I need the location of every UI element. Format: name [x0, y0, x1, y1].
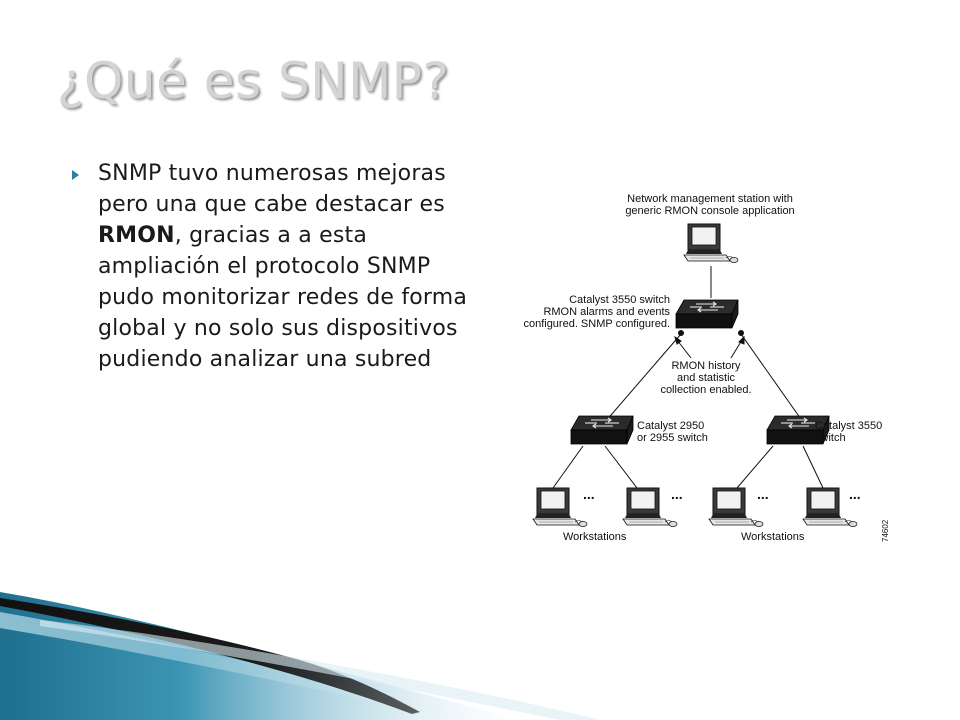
ellipsis-4: ... — [849, 486, 861, 502]
catalyst-2950-switch-icon — [571, 416, 633, 444]
bullet-text-end: , gracias a a esta ampliación el protocolo SNMP pudo monitorizar redes de forma global y no solo sus dispositivos pudiendo analizar una subred — [98, 223, 468, 372]
left-switch-label — [637, 420, 708, 444]
rmon-label-line: and statistic — [676, 372, 736, 384]
workstation-icon — [709, 488, 763, 527]
right-switch-label — [815, 420, 882, 444]
right-switch-label-line: switch — [815, 432, 846, 444]
nms-label-line: generic RMON console application — [625, 205, 795, 217]
ellipsis-2: ... — [671, 486, 683, 502]
catalyst-3550-top-switch-icon — [676, 300, 738, 328]
figure-id: 74602 — [881, 519, 890, 542]
top-switch-label-line: configured. SNMP configured. — [523, 318, 670, 330]
bullet-text-start: SNMP tuvo numerosas mejoras pero una que cabe destacar es — [98, 161, 446, 217]
workstations-left-label: Workstations — [563, 531, 627, 543]
left-switch-label-line: or 2955 switch — [637, 432, 708, 444]
slide-title: ¿Qué es SNMP? — [57, 52, 450, 110]
rmon-collection-label — [651, 360, 761, 396]
top-switch-label-line: Catalyst 3550 switch — [569, 294, 670, 306]
workstation-icon — [533, 488, 587, 527]
workstation-icon — [623, 488, 677, 527]
bullet-item — [98, 158, 472, 375]
bullet-arrow-icon — [72, 170, 79, 180]
bullet-text-bold: RMON — [98, 223, 175, 248]
rmon-label-line: RMON history — [671, 360, 741, 372]
rmon-label-line: collection enabled. — [660, 384, 752, 396]
nms-label — [610, 193, 810, 217]
left-switch-label-line: Catalyst 2950 — [637, 420, 705, 432]
workstations-right-label: Workstations — [741, 531, 805, 543]
port-dot-right — [738, 330, 744, 336]
port-dot-left — [678, 330, 684, 336]
ellipsis-3: ... — [757, 486, 769, 502]
ellipsis-1: ... — [583, 486, 595, 502]
rmon-arrows — [675, 337, 744, 358]
nms-workstation-icon — [684, 224, 738, 263]
nms-label-line: Network management station with — [627, 193, 793, 205]
right-switch-label-line: Catalyst 3550 — [815, 420, 883, 432]
top-switch-label — [505, 294, 670, 330]
bullet-list — [72, 158, 472, 375]
rmon-network-diagram — [505, 188, 890, 548]
top-switch-label-line: RMON alarms and events — [543, 306, 670, 318]
